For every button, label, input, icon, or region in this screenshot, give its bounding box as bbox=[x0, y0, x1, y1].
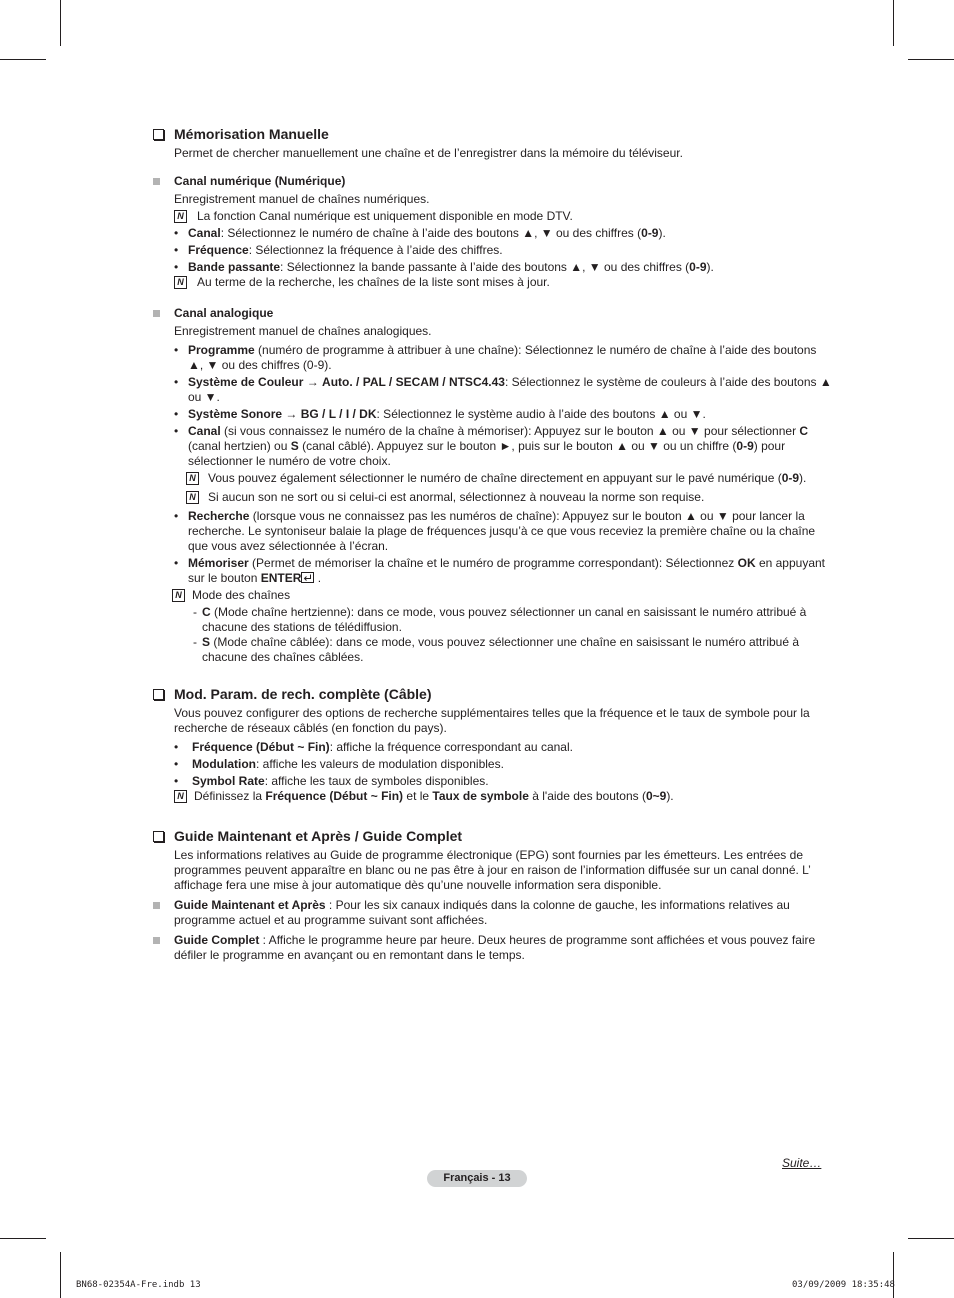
crop-mark bbox=[908, 1238, 954, 1239]
bullet-list bbox=[152, 343, 832, 469]
note bbox=[152, 471, 832, 486]
section-title bbox=[152, 126, 832, 143]
item-term: Système Sonore bbox=[188, 407, 283, 421]
crop-mark bbox=[893, 1252, 894, 1298]
item-text: ). bbox=[706, 260, 714, 274]
item-text: (canal hertzien) ou bbox=[188, 439, 291, 453]
item-term: Système de Couleur bbox=[188, 375, 304, 389]
list-item bbox=[152, 509, 832, 554]
item-key: C bbox=[202, 605, 211, 619]
item-text: (Mode chaîne hertzienne): dans ce mode, vous pouvez sélectionner un canal en saisissant le numéro attribué à chacune des stations de télédiffusion. bbox=[202, 605, 807, 634]
item-key: OK bbox=[737, 556, 756, 570]
item-text: : affiche les valeurs de modulation disponibles. bbox=[255, 757, 504, 771]
note-text: et le bbox=[403, 789, 433, 803]
list-item bbox=[152, 226, 832, 241]
square-bullet-icon bbox=[153, 310, 160, 317]
section-intro: Vous pouvez configurer des options de recherche supplémentaires telles que la fréquence et le taux de symbole pour la recherche de réseaux câblés (en fonction du pays). bbox=[174, 706, 810, 735]
list-item bbox=[152, 757, 832, 772]
item-text: : Sélectionnez la bande passante à l’aide des boutons ▲, ▼ ou des chiffres ( bbox=[280, 260, 690, 274]
item-text: . bbox=[314, 571, 322, 585]
footer-filename: BN68-02354A-Fre.indb 13 bbox=[76, 1280, 201, 1290]
item-values: Auto. / PAL / SECAM / NTSC4.43 bbox=[322, 375, 505, 389]
item-term: Guide Complet bbox=[174, 933, 260, 947]
item-term: Canal bbox=[188, 424, 221, 438]
bullet-list bbox=[152, 226, 832, 275]
note-icon: N bbox=[172, 589, 185, 602]
list-item bbox=[152, 556, 832, 586]
note-icon: N bbox=[174, 210, 187, 223]
section-title bbox=[152, 828, 832, 845]
item-text: : affiche les taux de symboles disponibles. bbox=[264, 774, 489, 788]
note bbox=[152, 209, 832, 224]
note-icon: N bbox=[186, 472, 199, 485]
item-text: (lorsque vous ne connaissez pas les numéros de chaîne): Appuyez sur le bouton ▲ ou ▼ pour lancer la recherche. Le syntoniseur balaie la plage de fréquences jusqu’à ce que vous receviez la première chaîne ou la chaîne que vous avez sélectionnée à l’écran. bbox=[188, 509, 816, 553]
item-term: Canal bbox=[188, 226, 221, 240]
list-item bbox=[152, 407, 832, 422]
section-title-text: Mod. Param. de rech. complète (Câble) bbox=[174, 686, 432, 702]
note-key: 0-9 bbox=[781, 471, 800, 485]
square-bullet-icon bbox=[153, 178, 160, 185]
subsection-title bbox=[152, 306, 832, 321]
item-key: C bbox=[799, 424, 809, 438]
crop-mark bbox=[60, 1252, 61, 1298]
note bbox=[152, 789, 832, 804]
crop-mark bbox=[0, 1238, 46, 1239]
checkbox-icon bbox=[153, 129, 164, 140]
item-text: : Pour les six canaux indiqués dans la colonne de gauche, les informations relatives au programme actuel et au programme suivant sont affichées. bbox=[174, 898, 790, 927]
arrow: → bbox=[282, 407, 301, 421]
list-item bbox=[152, 774, 832, 789]
note-text: à l'aide des boutons ( bbox=[528, 789, 646, 803]
page-content bbox=[152, 126, 832, 963]
checkbox-icon bbox=[153, 831, 164, 842]
list-item bbox=[152, 260, 832, 275]
item-key: 0-9 bbox=[689, 260, 707, 274]
subsection-title-text: Canal numérique (Numérique) bbox=[174, 174, 346, 188]
item-text: : Sélectionnez le système audio à l’aide des boutons ▲ ou ▼. bbox=[376, 407, 706, 421]
guide-item bbox=[152, 898, 832, 928]
section-title bbox=[152, 686, 832, 703]
note-icon: N bbox=[186, 491, 199, 504]
item-key: S bbox=[290, 439, 299, 453]
list-item bbox=[152, 635, 832, 665]
item-text: (si vous connaissez le numéro de la chaîne à mémoriser): Appuyez sur le bouton ▲ ou ▼ pour sélectionner bbox=[220, 424, 800, 438]
item-key: ENTER bbox=[260, 571, 302, 585]
section-guide bbox=[152, 828, 832, 963]
arrow: → bbox=[303, 375, 323, 389]
item-text: : Affiche le programme heure par heure. Deux heures de programme sont affichées et vous pouvez faire défiler le programme en avançant ou en remontant dans le temps. bbox=[174, 933, 816, 962]
item-text: : Sélectionnez le numéro de chaîne à l’aide des boutons ▲, ▼ ou des chiffres ( bbox=[220, 226, 642, 240]
checkbox-icon bbox=[153, 689, 164, 700]
note-text: Si aucun son ne sort ou si celui-ci est anormal, sélectionnez à nouveau la norme son requise. bbox=[208, 490, 705, 504]
note-text: Au terme de la recherche, les chaînes de la liste sont mises à jour. bbox=[197, 275, 550, 289]
note-text: Définissez la bbox=[194, 789, 266, 803]
item-term: Symbol Rate bbox=[192, 774, 265, 788]
item-term: Mémoriser bbox=[188, 556, 249, 570]
subsection-title-text: Canal analogique bbox=[174, 306, 274, 320]
item-term: Programme bbox=[188, 343, 255, 357]
section-title-text: Mémorisation Manuelle bbox=[174, 126, 329, 142]
note bbox=[152, 588, 832, 603]
note-term: Fréquence (Début ~ Fin) bbox=[265, 789, 404, 803]
subsection-desc: Enregistrement manuel de chaînes numériques. bbox=[174, 192, 430, 206]
item-key: 0-9 bbox=[736, 439, 754, 453]
note bbox=[152, 490, 832, 505]
item-text: (Permet de mémoriser la chaîne et le numéro de programme correspondant): Sélectionnez bbox=[248, 556, 738, 570]
note-text: ). bbox=[799, 471, 807, 485]
item-term: Guide Maintenant et Après bbox=[174, 898, 326, 912]
section-title-text: Guide Maintenant et Après / Guide Complet bbox=[174, 828, 463, 844]
list-item bbox=[152, 605, 832, 635]
item-term: Fréquence bbox=[188, 243, 249, 257]
list-item bbox=[152, 243, 832, 258]
item-term: Recherche bbox=[188, 509, 250, 523]
item-text: ). bbox=[658, 226, 666, 240]
section-intro: Les informations relatives au Guide de programme électronique (EPG) sont fournies par les émetteurs. Les entrées de programmes peuvent apparaître en blanc ou ne pas être à jour en raison de l’information diffusée sur un canal donné. L’ affichage fera une mise à jour automatique dès qu’une nouvelle information sera disponible. bbox=[174, 848, 811, 892]
section-memorisation-manuelle bbox=[152, 126, 832, 665]
crop-mark bbox=[60, 0, 61, 46]
item-term: Bande passante bbox=[188, 260, 281, 274]
list-item bbox=[152, 343, 832, 373]
section-mod-param bbox=[152, 686, 832, 804]
item-key: 0-9 bbox=[641, 226, 659, 240]
list-item bbox=[152, 424, 832, 469]
item-text: (canal câblé). Appuyez sur le bouton ►, puis sur le bouton ▲ ou ▼ ou un chiffre ( bbox=[298, 439, 737, 453]
list-item bbox=[152, 740, 832, 755]
crop-mark bbox=[908, 59, 954, 60]
continued-link: Suite… bbox=[782, 1156, 822, 1170]
note-text: Vous pouvez également sélectionner le numéro de chaîne directement en appuyant sur le pavé numérique ( bbox=[208, 471, 782, 485]
bullet-list bbox=[152, 509, 832, 586]
note-text: Mode des chaînes bbox=[192, 588, 291, 602]
footer-timestamp: 03/09/2009 18:35:48 bbox=[792, 1280, 895, 1290]
enter-icon bbox=[301, 572, 314, 583]
item-key: S bbox=[202, 635, 211, 649]
item-text: en appuyant sur le bouton bbox=[188, 556, 826, 585]
item-text: : affiche la fréquence correspondant au canal. bbox=[329, 740, 573, 754]
dash-list bbox=[152, 605, 832, 665]
crop-mark bbox=[893, 0, 894, 46]
item-text: (numéro de programme à attribuer à une chaîne): Sélectionnez le numéro de chaîne à l’aide des boutons ▲, ▼ ou des chiffres (0-9). bbox=[188, 343, 817, 372]
item-values: BG / L / I / DK bbox=[300, 407, 377, 421]
square-bullet-icon bbox=[153, 937, 160, 944]
list-item bbox=[152, 375, 832, 405]
section-intro: Permet de chercher manuellement une chaîne et de l’enregistrer dans la mémoire du téléviseur. bbox=[174, 146, 683, 160]
item-text: : Sélectionnez la fréquence à l’aide des chiffres. bbox=[248, 243, 503, 257]
note bbox=[152, 275, 832, 290]
bullet-list bbox=[152, 740, 832, 789]
square-bullet-icon bbox=[153, 902, 160, 909]
note-term: Taux de symbole bbox=[432, 789, 529, 803]
note-text: ). bbox=[666, 789, 674, 803]
subsection-desc: Enregistrement manuel de chaînes analogiques. bbox=[174, 324, 432, 338]
item-text: ) pour sélectionner le numéro de votre choix. bbox=[188, 439, 786, 468]
crop-mark bbox=[0, 59, 46, 60]
item-term: Modulation bbox=[192, 757, 256, 771]
note-icon: N bbox=[174, 790, 187, 803]
item-term: Fréquence (Début ~ Fin) bbox=[192, 740, 330, 754]
item-text: (Mode chaîne câblée): dans ce mode, vous pouvez sélectionner une chaîne en saisissant le numéro attribué à chacune des chaînes câblées. bbox=[202, 635, 800, 664]
page-number-badge: Français - 13 bbox=[427, 1170, 527, 1187]
subsection-title bbox=[152, 174, 832, 189]
note-key: 0~9 bbox=[645, 789, 667, 803]
note-text: La fonction Canal numérique est uniquement disponible en mode DTV. bbox=[197, 209, 573, 223]
note-icon: N bbox=[174, 276, 187, 289]
item-text: : Sélectionnez le système de couleurs à l’aide des boutons ▲ ou ▼. bbox=[188, 375, 832, 404]
guide-item bbox=[152, 933, 832, 963]
